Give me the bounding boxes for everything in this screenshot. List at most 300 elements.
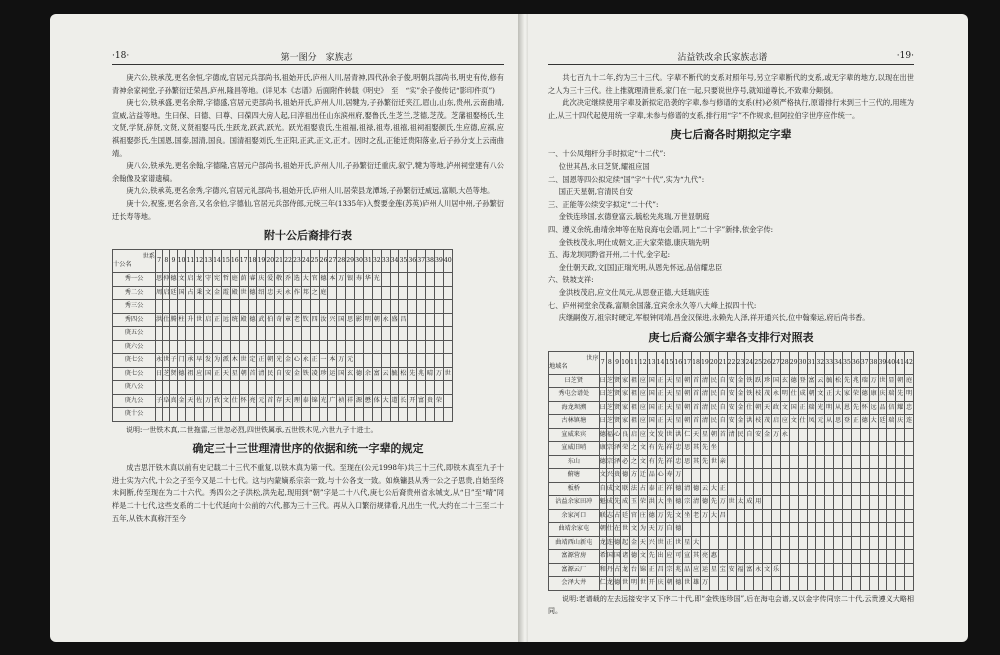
generation-col-header: 18: [248, 250, 257, 273]
generation-char: [701, 523, 710, 537]
generation-char: 睿: [248, 273, 257, 287]
generation-char: [905, 550, 914, 564]
generation-char: [292, 340, 301, 354]
generation-char: 祥: [665, 442, 674, 456]
generation-char: [266, 340, 275, 354]
generation-char: [355, 300, 364, 314]
generation-char: [204, 327, 213, 341]
generation-char: [213, 300, 222, 314]
generation-char: 金: [736, 374, 745, 388]
generation-char: [869, 455, 878, 469]
generation-char: 启: [186, 273, 195, 287]
generation-char: [869, 523, 878, 537]
generation-char: 光: [816, 401, 825, 415]
generation-char: [905, 577, 914, 591]
generation-char: [239, 300, 248, 314]
generation-char: 正: [718, 482, 727, 496]
generation-char: 清: [701, 401, 710, 415]
generation-char: [860, 482, 869, 496]
generation-char: [763, 577, 772, 591]
generation-char: [434, 286, 443, 300]
generation-char: 天: [665, 374, 674, 388]
generation-col-header: 22: [284, 250, 293, 273]
generation-char: [727, 442, 736, 456]
generation-char: [789, 442, 798, 456]
generation-char: [337, 381, 346, 395]
generation-char: [301, 300, 310, 314]
generation-char: 文: [204, 286, 213, 300]
generation-char: [399, 340, 408, 354]
generation-char: [381, 286, 390, 300]
generation-char: 先: [709, 496, 718, 510]
generation-char: [230, 408, 239, 422]
generation-char: [834, 509, 843, 523]
generation-char: 世: [163, 354, 170, 368]
generation-char: 殿: [239, 313, 248, 327]
generation-col-header: 34: [390, 250, 399, 273]
generation-char: 应: [692, 563, 701, 577]
generation-char: [789, 577, 798, 591]
generation-char: [346, 286, 355, 300]
generation-char: [727, 577, 736, 591]
generation-char: [381, 300, 390, 314]
paragraph: 庚六公,铁承茂,更名余恒,字德成,官居元兵部尚书,祖始开氏,庐州人川,居青神,四代孙余子俊,明朝兵部尚书,明史有传,修有青神余家祠堂,子孙繁衍迁荣昌,庐州,隆昌等地。(详见本《志谱》后面附件转载《明史》 至 “实”余子俊传记“影印件页”): [112, 73, 504, 95]
generation-char: [310, 408, 319, 422]
generation-char: 章: [284, 313, 293, 327]
generation-char: [727, 509, 736, 523]
generation-char: 富: [807, 374, 816, 388]
generation-char: 荣: [621, 442, 630, 456]
row-name: 宣威来宾: [549, 428, 600, 442]
generation-char: 金: [213, 286, 222, 300]
generation-char: [834, 523, 843, 537]
generation-char: 长: [399, 394, 408, 408]
generation-char: [754, 536, 763, 550]
generation-char: 贤: [170, 367, 177, 381]
generation-char: [399, 354, 408, 368]
generation-char: [301, 340, 310, 354]
generation-char: [443, 273, 452, 287]
header-top: 世系: [142, 253, 155, 261]
generation-char: 福: [736, 563, 745, 577]
generation-char: [177, 340, 186, 354]
generation-char: [905, 469, 914, 483]
generation-char: 万: [337, 273, 346, 287]
ten-lords-ranking-table: [112, 249, 453, 422]
generation-char: [372, 340, 381, 354]
row-name: 宣威旧哨: [549, 442, 600, 456]
generation-char: 汝: [319, 313, 328, 327]
generation-char: 曰: [599, 374, 606, 388]
generation-char: 德: [248, 313, 257, 327]
generation-char: 荣: [638, 496, 647, 510]
generation-char: 德: [789, 374, 798, 388]
generation-char: [772, 496, 781, 510]
generation-char: [163, 381, 170, 395]
generation-char: 应: [638, 415, 647, 429]
generation-char: 天: [665, 401, 674, 415]
generation-char: 永: [284, 286, 293, 300]
generation-char: 先: [656, 442, 665, 456]
generation-char: 良: [621, 428, 630, 442]
right-table-title: 庚七后裔公颁字辈各支排行对照表: [648, 330, 814, 344]
generation-char: [745, 509, 754, 523]
generation-char: 自: [718, 401, 727, 415]
generation-char: [736, 536, 745, 550]
generation-char: [328, 408, 337, 422]
generation-char: 连: [905, 415, 914, 429]
generation-char: 大: [381, 394, 390, 408]
generation-char: [754, 482, 763, 496]
list-item: [548, 174, 914, 199]
generation-char: [816, 428, 825, 442]
generation-char: 志: [606, 509, 613, 523]
generation-char: 启: [204, 313, 213, 327]
generation-char: 世: [621, 577, 630, 591]
generation-char: [905, 428, 914, 442]
generation-char: 庭: [319, 286, 328, 300]
generation-char: [851, 550, 860, 564]
generation-char: 阜: [163, 394, 170, 408]
generation-col-header: 15: [221, 250, 230, 273]
generation-char: [408, 313, 417, 327]
generation-char: [337, 340, 346, 354]
generation-char: 金: [736, 415, 745, 429]
generation-char: [363, 408, 372, 422]
generation-char: 成: [621, 496, 630, 510]
generation-char: 其: [692, 550, 701, 564]
list-item: [548, 274, 914, 299]
generation-char: 源: [355, 394, 364, 408]
generation-char: [381, 340, 390, 354]
generation-char: [390, 286, 399, 300]
row-name: 海龙坝溯: [549, 401, 600, 415]
generation-char: [887, 442, 896, 456]
generation-char: 廷: [621, 509, 630, 523]
generation-char: 忠: [905, 401, 914, 415]
generation-col-header: 35: [399, 250, 408, 273]
generation-char: [434, 340, 443, 354]
generation-char: 自: [718, 388, 727, 402]
generation-char: 永: [772, 388, 781, 402]
list-item: [548, 249, 914, 274]
generation-char: [834, 442, 843, 456]
generation-char: 迁: [638, 469, 647, 483]
generation-char: 天: [221, 367, 230, 381]
generation-char: [195, 408, 204, 422]
generation-char: 坐: [683, 509, 692, 523]
generation-char: 龙: [195, 273, 204, 287]
generation-char: 正: [647, 563, 656, 577]
generation-char: 仕: [606, 523, 613, 537]
generation-char: [408, 408, 417, 422]
generation-char: 宣: [683, 550, 692, 564]
generation-char: 德: [701, 496, 710, 510]
generation-char: 朝: [683, 388, 692, 402]
generation-char: [417, 340, 426, 354]
table-row: [113, 394, 453, 408]
generation-char: 星: [709, 563, 718, 577]
generation-char: 星: [674, 401, 683, 415]
generation-char: [301, 327, 310, 341]
generation-col-header: 30: [798, 351, 807, 374]
generation-col-header: 19: [701, 351, 710, 374]
generation-char: [869, 482, 878, 496]
generation-char: 万: [869, 374, 878, 388]
generation-char: [186, 327, 195, 341]
generation-char: [816, 523, 825, 537]
generation-char: [789, 563, 798, 577]
generation-char: 世: [239, 354, 248, 368]
generation-char: [337, 408, 346, 422]
generation-char: 仕: [789, 388, 798, 402]
generation-char: [186, 381, 195, 395]
generation-char: 发: [656, 428, 665, 442]
generation-col-header: 38: [426, 250, 435, 273]
generation-char: 坐: [665, 496, 674, 510]
generation-char: [763, 550, 772, 564]
generation-char: 星: [701, 428, 710, 442]
generation-char: 之: [630, 442, 639, 456]
generation-char: 守: [204, 273, 213, 287]
right-section-title: 庚七后裔各时期拟定字辈: [670, 128, 792, 142]
generation-char: 启: [772, 415, 781, 429]
generation-char: [789, 509, 798, 523]
generation-char: 朝: [599, 523, 606, 537]
generation-char: 世: [621, 523, 630, 537]
table-row: [549, 496, 914, 510]
generation-char: 仁: [599, 577, 606, 591]
generation-char: 昌: [718, 509, 727, 523]
generation-char: 正: [213, 313, 222, 327]
generation-char: 天: [647, 523, 656, 537]
generation-char: [780, 455, 789, 469]
generation-char: 贤: [613, 401, 620, 415]
generation-char: [754, 509, 763, 523]
generation-col-header: 21: [275, 250, 284, 273]
generation-char: [692, 523, 701, 537]
generation-char: 秉: [195, 286, 204, 300]
generation-char: [754, 469, 763, 483]
generation-char: 国: [647, 401, 656, 415]
generation-char: 希: [599, 550, 606, 564]
generation-char: 忠: [674, 455, 683, 469]
generation-char: 懋: [363, 394, 372, 408]
generation-char: 用: [754, 496, 763, 510]
generation-char: [372, 286, 381, 300]
generation-char: 显: [887, 374, 896, 388]
generation-col-header: 11: [186, 250, 195, 273]
generation-char: 正: [656, 482, 665, 496]
generation-char: 永: [301, 354, 310, 368]
generation-char: [798, 563, 807, 577]
generation-char: 元: [816, 415, 825, 429]
generation-char: [239, 327, 248, 341]
list-item-sub: 庆继嗣俊万,祖宗时硬定,军根钟同靖,昌金汉保进,永赖先人泽,祥开通兴长,位中翰秦运,府后尚书香。: [558, 313, 870, 323]
generation-char: [156, 300, 163, 314]
generation-char: 先: [701, 455, 710, 469]
generation-char: 连: [606, 536, 613, 550]
generation-char: [851, 469, 860, 483]
table-row: [549, 509, 914, 523]
generation-char: 首: [692, 374, 701, 388]
generation-char: [390, 300, 399, 314]
generation-char: 永: [381, 313, 390, 327]
generation-char: 祖: [630, 388, 639, 402]
generation-char: 信: [887, 401, 896, 415]
generation-char: [417, 300, 426, 314]
generation-char: 兴: [647, 536, 656, 550]
generation-char: 首: [692, 388, 701, 402]
generation-char: [798, 550, 807, 564]
generation-char: 泰: [647, 482, 656, 496]
generation-char: 德: [674, 496, 683, 510]
generation-char: [328, 300, 337, 314]
paragraph: 庚八公,铁承先,更名余翰,字德隆,官居元户部尚书,祖始开氏,庐州人川,子孙繁衍迁重庆,叙宁,犍为等地,泸州祠堂建有八公余翰像及家谱遗稿。: [112, 161, 504, 183]
generation-char: [355, 408, 364, 422]
generation-char: [390, 340, 399, 354]
generation-char: 世: [727, 496, 736, 510]
row-name: 东山: [549, 455, 600, 469]
generation-char: [905, 523, 914, 537]
generation-col-header: 19: [257, 250, 266, 273]
generation-char: [727, 550, 736, 564]
generation-char: [798, 482, 807, 496]
paragraph: 庚十公,祝鉴,更名余音,又名余伯,字德仙,官居元兵部侍郎,元统三年(1335年)入赘要金莲(苏英)庐州人川居中州,子孙繁衍迁长寿等地。: [112, 198, 504, 221]
generation-char: 应: [780, 415, 789, 429]
generation-char: 文: [613, 482, 620, 496]
generation-char: [780, 509, 789, 523]
generation-char: [789, 455, 798, 469]
generation-char: 坐: [709, 442, 718, 456]
generation-char: 铁: [745, 388, 754, 402]
generation-col-header: 14: [213, 250, 222, 273]
generation-col-header: 35: [843, 351, 852, 374]
generation-char: [887, 455, 896, 469]
generation-char: 光: [319, 394, 328, 408]
generation-char: 民: [709, 374, 718, 388]
generation-char: [807, 577, 816, 591]
generation-char: 朝: [683, 415, 692, 429]
generation-char: 首: [692, 415, 701, 429]
generation-char: [896, 523, 905, 537]
generation-char: 国: [177, 286, 186, 300]
generation-char: [399, 408, 408, 422]
list-item-head: 四、遵义余统,曲靖余坤等在贴良海屯会谱,同上“二十字”新排,依金字传:: [548, 224, 774, 234]
generation-char: [443, 381, 452, 395]
generation-char: 星: [230, 367, 239, 381]
generation-char: 其: [692, 442, 701, 456]
generation-col-header: 33: [825, 351, 834, 374]
generation-char: [851, 536, 860, 550]
generation-char: 龙: [599, 536, 606, 550]
generation-col-header: 26: [319, 250, 328, 273]
generation-char: [789, 523, 798, 537]
generation-col-header: 20: [266, 250, 275, 273]
table-row: [113, 313, 453, 327]
generation-col-header: 28: [780, 351, 789, 374]
generation-char: 清: [692, 496, 701, 510]
generation-char: [156, 408, 163, 422]
generation-char: 云: [381, 367, 390, 381]
generation-char: 其: [692, 455, 701, 469]
right-running-header: [548, 48, 914, 65]
generation-char: [727, 536, 736, 550]
generation-char: [355, 354, 364, 368]
generation-char: 之: [630, 455, 639, 469]
generation-char: [869, 536, 878, 550]
generation-char: [221, 408, 230, 422]
generation-char: [896, 563, 905, 577]
generation-char: 芝: [606, 401, 613, 415]
generation-char: 家: [621, 388, 630, 402]
generation-char: 祖: [630, 374, 639, 388]
generation-char: 龙: [621, 563, 630, 577]
generation-char: [177, 381, 186, 395]
generation-char: [248, 381, 257, 395]
generation-char: [417, 354, 426, 368]
generation-char: [896, 469, 905, 483]
generation-char: 金: [763, 428, 772, 442]
generation-char: 周: [156, 286, 163, 300]
generation-char: [319, 340, 328, 354]
generation-col-header: 9: [613, 351, 620, 374]
generation-char: 自: [745, 428, 754, 442]
generation-char: [843, 563, 852, 577]
generation-char: [843, 455, 852, 469]
generation-char: [834, 577, 843, 591]
generation-char: [754, 577, 763, 591]
left-page: [50, 14, 522, 642]
generation-char: [292, 381, 301, 395]
generation-char: 朝: [239, 367, 248, 381]
generation-char: 清: [701, 374, 710, 388]
header-diagonal: [113, 250, 156, 273]
generation-char: 丹: [606, 563, 613, 577]
generation-char: 选: [292, 273, 301, 287]
generation-char: [825, 482, 834, 496]
paragraph: 庚七公,铁承盛,更名余辩,字德盛,官居元吏部尚书,祖始开氏,庐州人川,居犍为,子孙繁衍迁夹江,眉山,山东,贵州,云南曲靖,宣威,沾益等地。生曰保、曰德、曰尊、曰葆四大房人起,曰淳祖出任山东滨州府,娶鲁氏,生芝兰,芝德,芝茂。芝藩祖娶杨氏,生文贤,学贤,辞贤,文贤,义贤祖娶马氏,生跃龙,跃武,跃光。跃光祖娶袁氏,生祖福,祖禄,祖寿,祖禧,祖祠祖娶颜氏,生应德,应祺,应祺祖娶彭氏,生国恩,国泰,国清,国良。国清祖娶刘氏,生正阳,正武,正文,正才。因时之乱,正能迁贵阳落业,后子孙分支上云南曲靖。: [112, 98, 504, 158]
generation-char: 登: [843, 415, 852, 429]
generation-char: [346, 340, 355, 354]
generation-char: [390, 354, 399, 368]
generation-char: [221, 300, 230, 314]
generation-char: [163, 340, 170, 354]
generation-char: [213, 327, 222, 341]
generation-char: 子: [170, 354, 177, 368]
generation-char: [266, 327, 275, 341]
generation-char: [754, 442, 763, 456]
generation-col-header: 41: [896, 351, 905, 374]
generation-char: [851, 482, 860, 496]
generation-char: [780, 482, 789, 496]
generation-char: 荫: [239, 273, 248, 287]
header-bottom: 地域名: [549, 362, 568, 370]
generation-char: [745, 523, 754, 537]
generation-char: 朝: [709, 428, 718, 442]
generation-char: 正: [825, 388, 834, 402]
generation-char: 承: [186, 354, 195, 368]
generation-char: 宗: [606, 442, 613, 456]
generation-char: [390, 273, 399, 287]
generation-col-header: 11: [630, 351, 639, 374]
table-row: [113, 273, 453, 287]
generation-char: 松: [399, 367, 408, 381]
generation-col-header: 13: [204, 250, 213, 273]
generation-char: [905, 563, 914, 577]
generation-char: 德: [674, 577, 683, 591]
generation-char: [399, 381, 408, 395]
